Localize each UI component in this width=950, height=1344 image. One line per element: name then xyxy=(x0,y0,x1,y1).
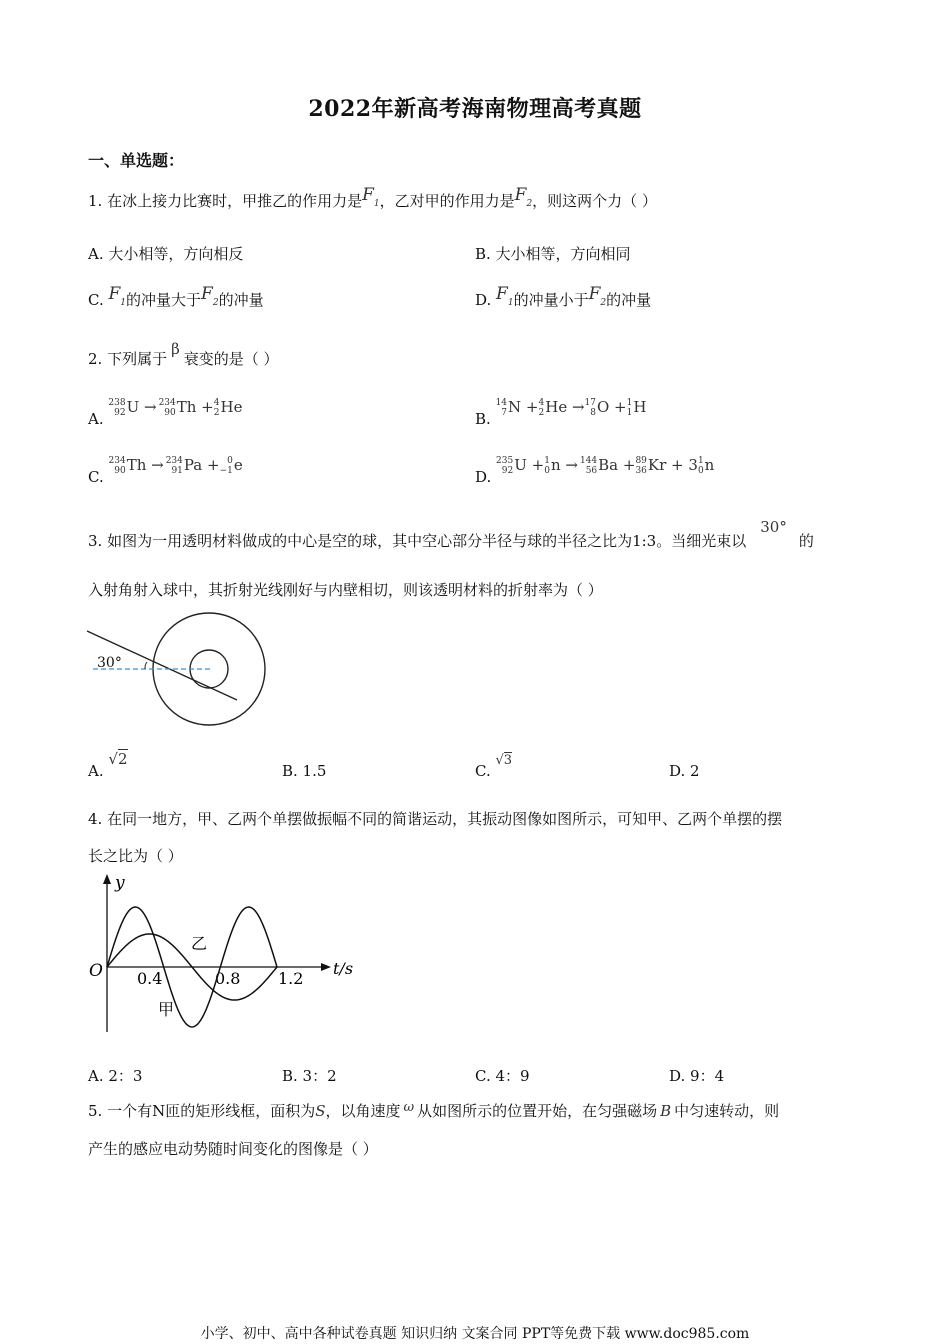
q3-option-b[interactable]: B. 1.5 xyxy=(282,762,327,780)
angle-arc xyxy=(145,662,147,669)
page-title: 2022年新高考海南物理高考真题 xyxy=(308,96,642,122)
q5-text-d: 中匀速转动，则 xyxy=(674,1102,780,1120)
y-axis-label: y xyxy=(115,873,125,893)
series-yi-label: 乙 xyxy=(191,934,208,953)
q1-option-d[interactable] xyxy=(475,284,652,312)
q2-b-equation: 14 7 N + 4 2 He → 17 8 O + 1 1 H xyxy=(495,398,647,418)
question-3-line-2: 入射角射入球中，其折射光线刚好与内壁相切，则该透明材料的折射率为（ ） xyxy=(88,581,603,599)
q1-text-c: ，则这两个力（ ） xyxy=(532,192,657,210)
origin-label: O xyxy=(89,961,103,981)
q1-option-a[interactable]: A. 大小相等，方向相反 xyxy=(88,245,244,263)
q5-text-a: 5. 一个有N匝的矩形线框，面积为 xyxy=(88,1102,316,1120)
q1-d-f2-symbol: F xyxy=(588,284,601,304)
q3-option-d[interactable]: D. 2 xyxy=(669,762,700,780)
q4-option-d[interactable]: D. 9：4 xyxy=(669,1067,725,1085)
q3-angle: 30° xyxy=(760,518,787,536)
q1-c-f2 xyxy=(201,284,219,309)
q3-c-sqrt: √3 xyxy=(495,753,513,768)
q3-text-b: 的 xyxy=(798,532,814,550)
q2-a-label: A. xyxy=(88,410,104,428)
q1-f1-sub: 1 xyxy=(373,199,380,209)
q1-d-post: 的冲量 xyxy=(606,291,652,309)
question-5-line-1 xyxy=(88,1100,779,1121)
question-4-line-1: 4. 在同一地方，甲、乙两个单摆做振幅不同的简谐运动，其振动图像如图所示，可知甲、乙两个单摆的摆 xyxy=(88,810,783,828)
q3-option-c[interactable] xyxy=(475,753,513,780)
q3-c-value: 3 xyxy=(503,753,513,768)
q5-area-symbol: S xyxy=(315,1102,326,1120)
question-1 xyxy=(88,185,657,213)
question-2 xyxy=(88,340,279,369)
q1-option-b[interactable]: B. 大小相等，方向相同 xyxy=(475,245,631,263)
q5-field-symbol: B xyxy=(660,1102,672,1120)
q1-d-f2 xyxy=(588,284,607,309)
q2-beta: β xyxy=(171,340,180,358)
q1-text-b: ，乙对甲的作用力是 xyxy=(379,192,515,210)
q2-a-equation: 238 92 U → 234 90 Th + 4 2 He xyxy=(108,398,243,418)
q2-c-equation: 234 90 Th → 234 91 Pa + 0 −1 e xyxy=(108,456,243,476)
q4-option-a[interactable]: A. 2：3 xyxy=(88,1067,143,1085)
question-5-line-2: 产生的感应电动势随时间变化的图像是（ ） xyxy=(88,1140,378,1158)
question-4-line-2: 长之比为（ ） xyxy=(88,847,183,865)
q1-c-label: C. xyxy=(88,291,104,309)
q1-d-f1-symbol: F xyxy=(496,284,508,304)
x-tick-0: 0.4 xyxy=(137,969,163,988)
q3-text-a: 3. 如图为一用透明材料做成的中心是空的球，其中空心部分半径与球的半径之比为1:3。当细光束以 xyxy=(88,532,747,550)
q2-text-b: 衰变的是（ ） xyxy=(183,350,279,368)
y-axis-arrow xyxy=(103,874,111,884)
q2-b-label: B. xyxy=(475,410,491,428)
x-tick-2: 1.2 xyxy=(278,969,304,988)
q1-option-c[interactable] xyxy=(88,284,264,312)
q1-f1 xyxy=(362,185,380,210)
q3-a-label: A. xyxy=(88,762,104,780)
q3-a-value: 2 xyxy=(117,750,128,768)
q1-text-a: 1. 在冰上接力比赛时，甲推乙的作用力是 xyxy=(88,192,363,210)
q2-d-equation: 235 92 U + 1 0 n → 144 56 Ba + 89 36 Kr + 3 1 0 n xyxy=(496,456,715,476)
page-footer: 小学、初中、高中各种试卷真题 知识归纳 文案合同 PPT等免费下载 www.doc985.com xyxy=(200,1326,750,1342)
section-heading: 一、单选题： xyxy=(88,151,185,170)
q2-option-d[interactable] xyxy=(475,456,715,486)
q3-sphere-figure xyxy=(85,605,275,730)
q2-d-label: D. xyxy=(475,468,492,486)
q4-option-c[interactable]: C. 4：9 xyxy=(475,1067,530,1085)
q5-omega-symbol: ω xyxy=(403,1100,415,1115)
q1-d-mid: 的冲量小于 xyxy=(513,291,589,309)
q1-f2-sub: 2 xyxy=(526,199,533,209)
q1-c-f1-symbol: F xyxy=(108,284,121,304)
q4-vibration-chart xyxy=(85,870,365,1035)
q1-c-post: 的冲量 xyxy=(218,291,264,309)
q1-d-f2-sub: 2 xyxy=(600,298,607,308)
figure-angle-label: 30° xyxy=(97,655,122,671)
q3-option-a[interactable] xyxy=(88,750,128,780)
q1-f2 xyxy=(514,185,533,210)
q1-d-label: D. xyxy=(475,291,492,309)
q1-c-f1-sub: 1 xyxy=(120,298,127,308)
q4-option-b[interactable]: B. 3：2 xyxy=(282,1067,337,1085)
q1-d-f1-sub: 1 xyxy=(507,298,514,308)
q2-option-a[interactable] xyxy=(88,398,243,428)
q2-c-label: C. xyxy=(88,468,104,486)
q3-a-sqrt: √2 xyxy=(108,750,128,768)
q1-c-f2-symbol: F xyxy=(201,284,213,304)
q1-f2-symbol: F xyxy=(514,185,527,205)
q2-option-b[interactable] xyxy=(475,398,647,428)
q1-d-f1 xyxy=(496,284,514,309)
q1-c-f1 xyxy=(108,284,127,309)
x-axis-label: t/s xyxy=(333,959,354,978)
q3-c-label: C. xyxy=(475,762,491,780)
question-3-line-1 xyxy=(88,518,814,551)
x-tick-1: 0.8 xyxy=(215,969,241,988)
q2-option-c[interactable] xyxy=(88,456,243,486)
series-jia-label: 甲 xyxy=(158,1000,175,1019)
q1-f1-symbol: F xyxy=(362,185,374,205)
x-axis-arrow xyxy=(321,963,331,971)
q5-text-b: ，以角速度 xyxy=(325,1102,401,1120)
q5-text-c: 从如图所示的位置开始，在匀强磁场 xyxy=(417,1102,658,1120)
q1-c-f2-sub: 2 xyxy=(212,298,219,308)
q2-text-a: 2. 下列属于 xyxy=(88,350,168,368)
q1-c-mid: 的冲量大于 xyxy=(126,291,202,309)
